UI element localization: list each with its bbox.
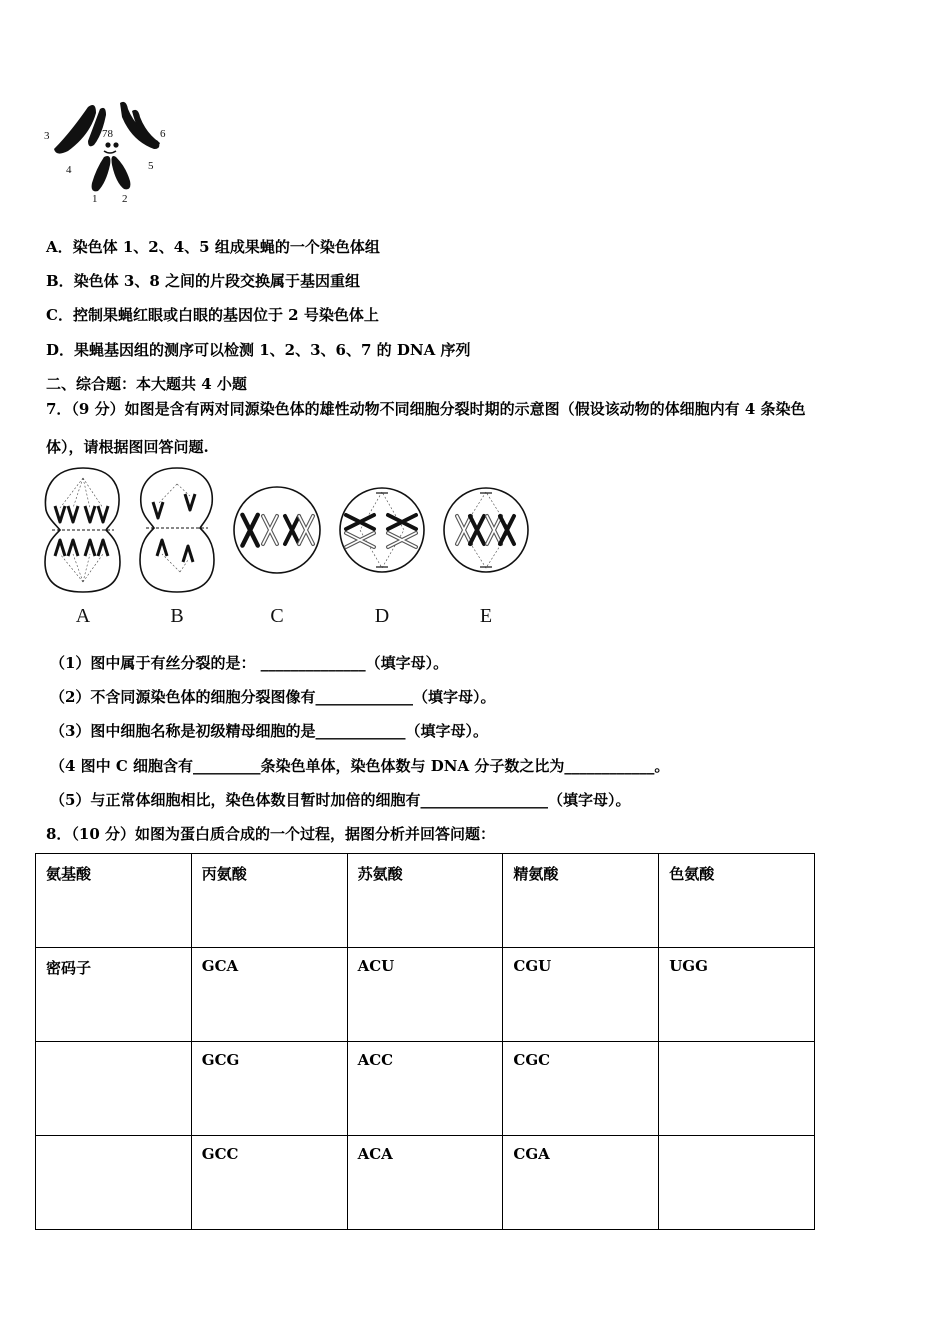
option-c: C．控制果蝇红眼或白眼的基因位于 2 号染色体上 xyxy=(46,306,379,324)
table-cell: GCA xyxy=(191,948,347,1042)
table-cell: 丙氨酸 xyxy=(191,854,347,948)
table-cell: GCG xyxy=(191,1042,347,1136)
question-7-stem-continued: 体），请根据图回答问题. xyxy=(46,438,209,456)
q7-sub-question-1: （1）图中属于有丝分裂的是： ______________（填字母）。 xyxy=(50,654,449,672)
table-cell: ACA xyxy=(347,1136,503,1230)
table-cell xyxy=(36,1136,192,1230)
table-cell: 密码子 xyxy=(36,948,192,1042)
q7-sub-question-2: （2）不含同源染色体的细胞分裂图像有_____________（填字母）。 xyxy=(50,688,496,706)
chromosome-label: 3 xyxy=(44,130,50,142)
table-cell: 氨基酸 xyxy=(36,854,192,948)
table-cell: ACC xyxy=(347,1042,503,1136)
q7-sub-question-3: （3）图中细胞名称是初级精母细胞的是____________（填字母）。 xyxy=(50,722,488,740)
question-8-stem: 8．（10 分）如图为蛋白质合成的一个过程，据图分析并回答问题： xyxy=(46,825,496,843)
table-cell: 苏氨酸 xyxy=(347,854,503,948)
table-cell xyxy=(659,1136,815,1230)
cell-label: E xyxy=(479,605,493,627)
table-row xyxy=(36,1042,815,1136)
chromosome-label: 5 xyxy=(148,160,154,172)
section-heading: 二、综合题：本大题共 4 小题 xyxy=(46,375,247,393)
cell-label: C xyxy=(270,605,284,627)
cell-b xyxy=(140,468,214,592)
table-cell xyxy=(659,1042,815,1136)
chromosome-label: 6 xyxy=(160,128,166,140)
table-cell: 精氨酸 xyxy=(503,854,659,948)
fruit-fly-chromosome-figure xyxy=(40,95,180,210)
question-7-stem: 7．（9 分）如图是含有两对同源染色体的雄性动物不同细胞分裂时期的示意图（假设该动物的体细胞内有 4 条染色 xyxy=(46,400,806,418)
table-cell: ACU xyxy=(347,948,503,1042)
option-b: B．染色体 3、8 之间的片段交换属于基因重组 xyxy=(46,272,360,290)
table-cell: 色氨酸 xyxy=(659,854,815,948)
table-row xyxy=(36,854,815,948)
table-row xyxy=(36,1136,815,1230)
option-a: A．染色体 1、2、4、5 组成果蝇的一个染色体组 xyxy=(46,238,380,256)
chromosome-label: 2 xyxy=(122,193,128,205)
table-cell: CGU xyxy=(503,948,659,1042)
q7-sub-question-4: （4 图中 C 细胞含有_________条染色单体，染色体数与 DNA 分子数之比为____________。 xyxy=(50,757,670,775)
table-cell: GCC xyxy=(191,1136,347,1230)
cell-label: B xyxy=(170,605,184,627)
codon-table xyxy=(35,853,815,1230)
cell-a xyxy=(45,468,120,592)
cell-c xyxy=(234,487,320,573)
table-cell: UGG xyxy=(659,948,815,1042)
chromosome-label: 78 xyxy=(102,128,113,140)
chromosome-label: 4 xyxy=(66,164,72,176)
table-row xyxy=(36,948,815,1042)
option-d: D．果蝇基因组的测序可以检测 1、2、3、6、7 的 DNA 序列 xyxy=(46,341,471,359)
table-cell: CGC xyxy=(503,1042,659,1136)
table-cell xyxy=(36,1042,192,1136)
cell-e xyxy=(444,488,528,572)
cell-label: A xyxy=(75,605,91,627)
cell-d xyxy=(340,488,424,572)
cell-label: D xyxy=(374,605,390,627)
cell-division-figure xyxy=(40,462,535,632)
table-cell: CGA xyxy=(503,1136,659,1230)
chromosome-label: 1 xyxy=(92,193,98,205)
q7-sub-question-5: （5）与正常体细胞相比，染色体数目暂时加倍的细胞有_________________（填字母）。 xyxy=(50,791,631,809)
